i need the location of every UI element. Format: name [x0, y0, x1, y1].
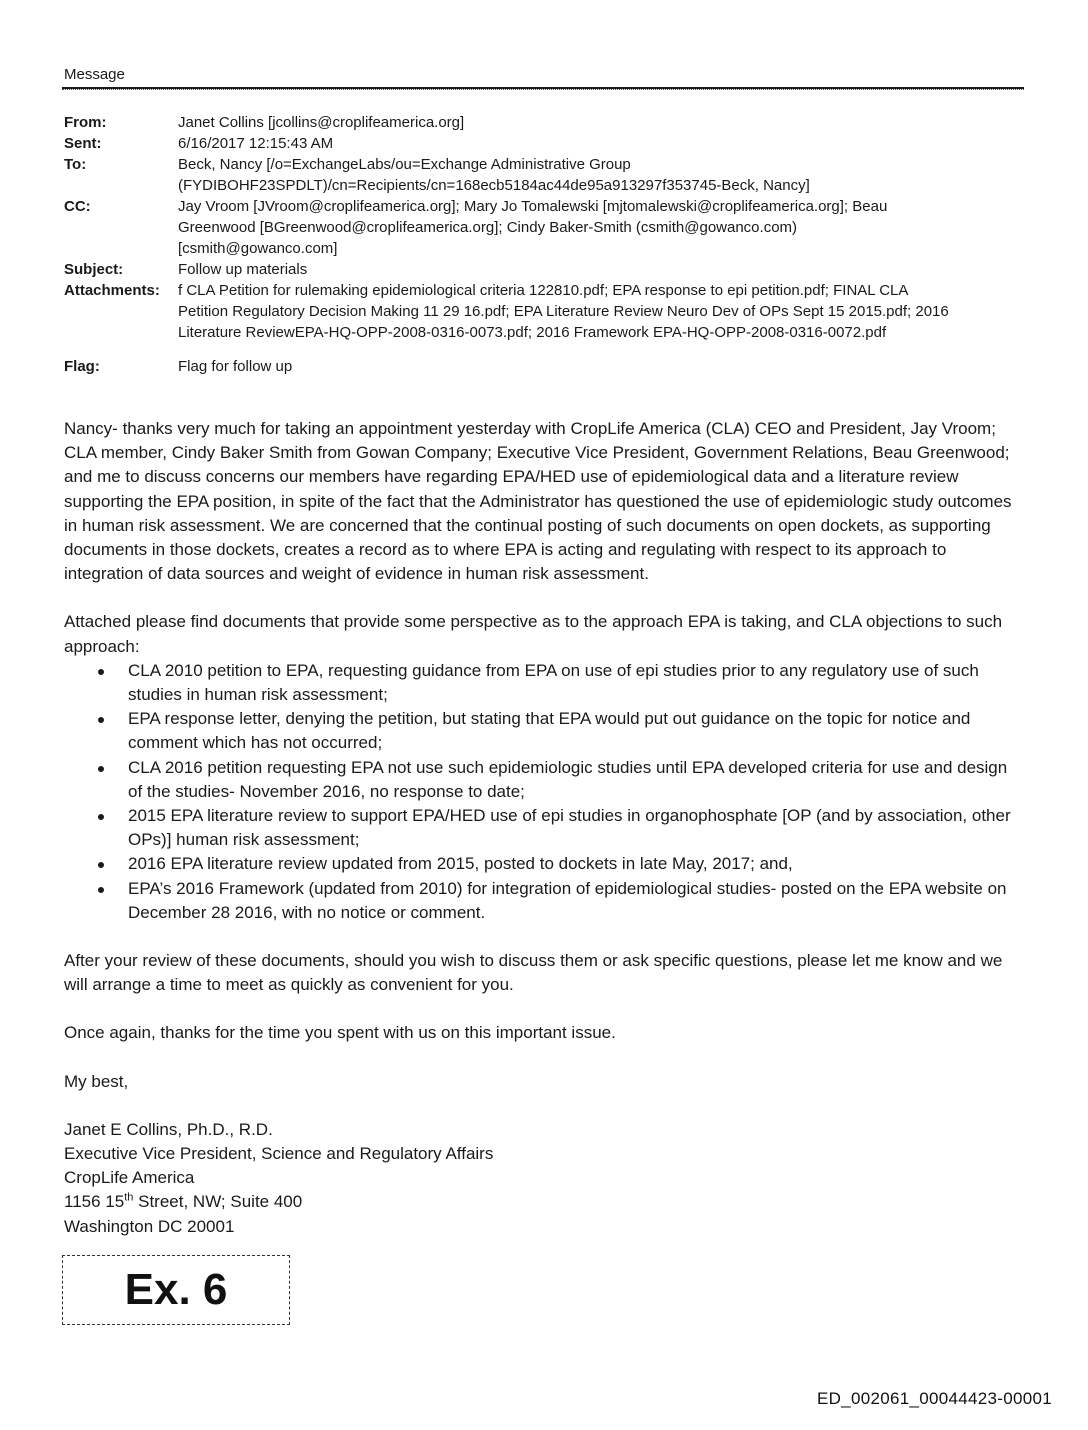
bullet-icon	[98, 717, 104, 723]
list-item	[64, 804, 1024, 852]
to-value	[178, 154, 1024, 196]
from-label: From:	[64, 114, 107, 131]
attachments-row	[64, 280, 1024, 343]
attachment-bullet-list	[64, 659, 1024, 925]
attachment-line: Literature ReviewEPA-HQ-OPP-2008-0316-0073.pdf; 2016 Framework EPA-HQ-OPP-2008-0316-0072.pdf	[178, 324, 887, 341]
cc-row	[64, 196, 1024, 259]
list-item	[64, 659, 1024, 707]
list-item-text: CLA 2010 petition to EPA, requesting guidance from EPA on use of epi studies prior to any regulatory use of such studies in human risk assessment;	[128, 660, 979, 705]
street-rest: Street, NW; Suite 400	[133, 1192, 303, 1212]
list-item-text: 2016 EPA literature review updated from 2015, posted to dockets in late May, 2017; and,	[128, 854, 793, 874]
signature-street	[64, 1190, 1024, 1214]
attachments-value	[178, 280, 1024, 343]
sent-label: Sent:	[64, 135, 102, 152]
bullet-icon	[98, 887, 104, 893]
message-label: Message	[64, 66, 125, 83]
cc-value	[178, 196, 1024, 259]
list-item-text: EPA’s 2016 Framework (updated from 2010) for integration of epidemiological studies- posted on the EPA website on December 28 2016, with no notice or comment.	[128, 878, 1007, 922]
body-paragraph: Once again, thanks for the time you spent with us on this important issue.	[64, 1023, 616, 1043]
signature-title: Executive Vice President, Science and Regulatory Affairs	[64, 1144, 494, 1164]
bullet-icon	[98, 862, 104, 868]
street-ordinal: th	[124, 1191, 134, 1204]
signature-org: CropLife America	[64, 1168, 195, 1188]
subject-label: Subject:	[64, 261, 124, 278]
bullet-icon	[98, 814, 104, 820]
to-row	[64, 154, 1024, 196]
bullet-icon	[98, 669, 104, 675]
cc-value-line: Greenwood [BGreenwood@croplifeamerica.org]; Cindy Baker-Smith (csmith@gowanco.com)	[178, 219, 798, 236]
cc-value-line: Jay Vroom [JVroom@croplifeamerica.org]; Mary Jo Tomalewski [mjtomalewski@croplifeamerica.org]; Beau	[178, 198, 888, 215]
list-item-text: EPA response letter, denying the petition, but stating that EPA would put out guidance on the topic for notice and comment which has not occurred;	[128, 709, 971, 753]
body-paragraph: Nancy- thanks very much for taking an appointment yesterday with CropLife America (CLA) CEO and President, Jay Vroom; CLA member, Cindy Baker Smith from Gowan Company; Executive Vice President, Government Relations, Beau Greenwood; and me to discuss concerns our members have regarding EPA/HED use of epidemiological data and a literature review supporting the EPA position, in spite of the fact that the Administrator has questioned the use of epidemiologic study outcomes in human risk assessment. We are concerned that the continual posting of such documents on open dockets, as supporting documents in those dockets, creates a record as to where EPA is acting and regulating with respect to its approach to integration of data sources and weight of evidence in human risk assessment.	[64, 419, 1012, 584]
sent-row	[64, 133, 1024, 154]
sent-value: 6/16/2017 12:15:43 AM	[178, 135, 334, 152]
street-number: 1156 15	[64, 1192, 125, 1212]
cc-value-line: [csmith@gowanco.com]	[178, 240, 338, 257]
flag-row	[64, 356, 1024, 377]
bullet-icon	[98, 766, 104, 772]
subject-value: Follow up materials	[178, 261, 308, 278]
flag-value: Flag for follow up	[178, 358, 293, 375]
email-body	[64, 417, 1024, 1239]
redaction-box	[62, 1255, 290, 1325]
email-headers	[64, 112, 1024, 377]
list-item	[64, 877, 1024, 925]
attachments-label: Attachments:	[64, 282, 160, 299]
signature-city: Washington DC 20001	[64, 1216, 235, 1236]
cc-label: CC:	[64, 198, 91, 215]
bates-number: ED_002061_00044423-00001	[816, 1389, 1052, 1408]
list-item	[64, 852, 1024, 876]
attachment-line: Petition Regulatory Decision Making 11 29 16.pdf; EPA Literature Review Neuro Dev of OPs Sept 15 2015.pdf; 2016	[178, 303, 949, 320]
body-paragraph: After your review of these documents, should you wish to discuss them or ask specific questions, please let me know and we will arrange a time to meet as quickly as convenient for you.	[64, 951, 1003, 995]
flag-label: Flag:	[64, 358, 100, 375]
list-item	[64, 756, 1024, 804]
redaction-label: Ex. 6	[124, 1265, 228, 1314]
list-item-text: CLA 2016 petition requesting EPA not use such epidemiologic studies until EPA developed criteria for use and design of the studies- November 2016, no response to date;	[128, 757, 1008, 801]
from-row	[64, 112, 1024, 133]
signature-block	[64, 1118, 1024, 1239]
signature-name: Janet E Collins, Ph.D., R.D.	[64, 1119, 273, 1139]
subject-row	[64, 259, 1024, 280]
body-paragraph: Attached please find documents that provide some perspective as to the approach EPA is taking, and CLA objections to such approach:	[64, 612, 1003, 656]
list-item-text: 2015 EPA literature review to support EPA/HED use of epi studies in organophosphate [OP (and by association, other OPs)] human risk assessment;	[128, 806, 1011, 850]
to-value-line: (FYDIBOHF23SPDLT)/cn=Recipients/cn=168ecb5184ac44de95a913297f353745-Beck, Nancy]	[178, 177, 810, 194]
to-label: To:	[64, 156, 87, 173]
from-value: Janet Collins [jcollins@croplifeamerica.org]	[178, 114, 465, 131]
attachment-line: f CLA Petition for rulemaking epidemiological criteria 122810.pdf; EPA response to epi petition.pdf; FINAL CLA	[178, 282, 909, 299]
closing-line: My best,	[64, 1071, 129, 1091]
list-item	[64, 707, 1024, 755]
header-rule	[62, 87, 1024, 90]
to-value-line: Beck, Nancy [/o=ExchangeLabs/ou=Exchange Administrative Group	[178, 156, 631, 173]
